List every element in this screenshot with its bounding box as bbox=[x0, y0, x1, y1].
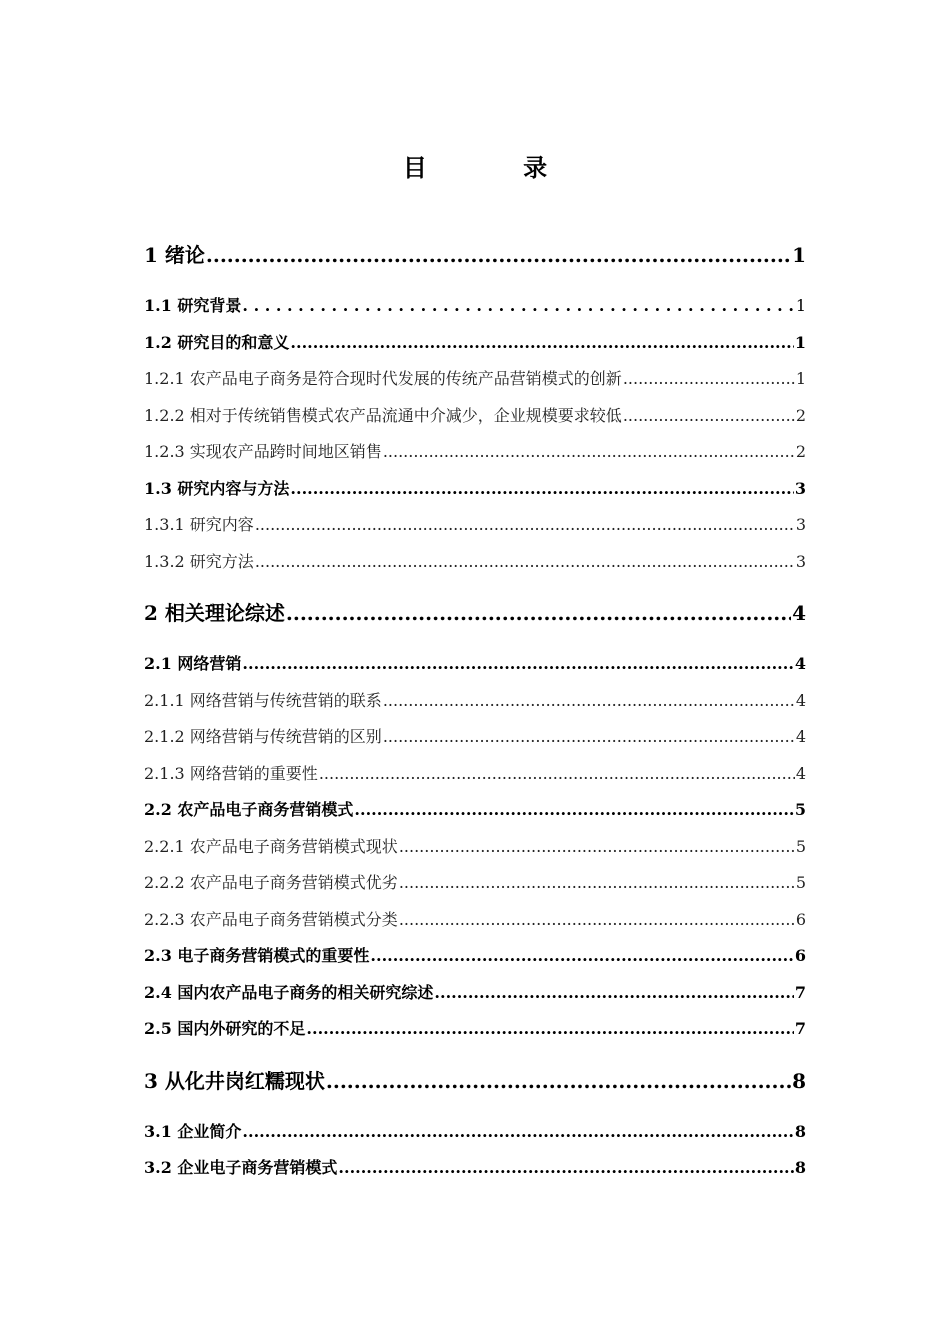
toc-entry-page: 2 bbox=[795, 405, 806, 425]
dot-leader bbox=[399, 865, 795, 902]
toc-entry-page: 6 bbox=[794, 946, 806, 965]
toc-entry-page: 3 bbox=[794, 478, 806, 498]
toc-entry-label: 2.1.2 网络营销与传统营销的区别 bbox=[144, 727, 382, 746]
dot-leader bbox=[623, 398, 795, 435]
table-of-contents bbox=[144, 236, 806, 1187]
dot-leader bbox=[338, 1150, 793, 1187]
toc-entry-3-2[interactable] bbox=[144, 1150, 806, 1187]
toc-entry-3[interactable] bbox=[144, 1062, 806, 1100]
toc-entry-label: 1.3 研究内容与方法 bbox=[144, 478, 290, 498]
toc-entry-page: 7 bbox=[794, 982, 806, 1002]
toc-entry-label: 1.3.2 研究方法 bbox=[144, 551, 254, 571]
toc-entry-label: 2.1 网络营销 bbox=[144, 654, 242, 673]
toc-entry-page: 1 bbox=[792, 243, 806, 267]
dot-leader bbox=[255, 544, 795, 581]
toc-entry-1-3-2[interactable] bbox=[144, 544, 806, 581]
toc-entry-label: 2.2.1 农产品电子商务营销模式现状 bbox=[144, 836, 398, 856]
toc-entry-page: 8 bbox=[794, 1158, 806, 1177]
toc-entry-page: 4 bbox=[794, 654, 806, 673]
toc-entry-page: 7 bbox=[794, 1019, 806, 1038]
toc-entry-page: 2 bbox=[795, 442, 806, 461]
toc-entry-label: 2 相关理论综述 bbox=[144, 601, 285, 625]
toc-entry-label: 2.3 电子商务营销模式的重要性 bbox=[144, 946, 370, 965]
toc-entry-label: 1 绪论 bbox=[144, 243, 205, 267]
dot-leader bbox=[399, 829, 795, 866]
dot-leader bbox=[242, 1114, 793, 1151]
dot-leader bbox=[399, 902, 795, 939]
toc-entry-page: 8 bbox=[794, 1121, 806, 1141]
toc-entry-page: 1 bbox=[795, 296, 806, 315]
toc-entry-page: 6 bbox=[795, 909, 806, 929]
toc-entry-label: 2.2.2 农产品电子商务营销模式优劣 bbox=[144, 873, 398, 892]
dot-leader bbox=[383, 434, 795, 471]
dot-leader bbox=[434, 975, 793, 1012]
toc-entry-page: 3 bbox=[795, 515, 806, 534]
toc-entry-3-1[interactable] bbox=[144, 1114, 806, 1151]
dot-leader bbox=[242, 288, 794, 325]
toc-entry-label: 1.2 研究目的和意义 bbox=[144, 332, 290, 352]
toc-entry-1-1[interactable] bbox=[144, 288, 806, 325]
toc-entry-label: 2.4 国内农产品电子商务的相关研究综述 bbox=[144, 982, 434, 1002]
dot-leader bbox=[290, 325, 793, 362]
toc-entry-2-4[interactable] bbox=[144, 975, 806, 1012]
toc-entry-2-1-2[interactable] bbox=[144, 719, 806, 756]
toc-entry-1-2-3[interactable] bbox=[144, 434, 806, 471]
toc-entry-label: 2.2 农产品电子商务营销模式 bbox=[144, 800, 354, 819]
toc-entry-2-1-3[interactable] bbox=[144, 756, 806, 793]
toc-entry-page: 1 bbox=[795, 369, 806, 388]
dot-leader bbox=[206, 236, 791, 274]
toc-entry-label: 1.1 研究背景 bbox=[144, 296, 242, 315]
toc-title: 目 录 bbox=[402, 153, 592, 182]
toc-entry-label: 3.1 企业简介 bbox=[144, 1121, 242, 1141]
toc-entry-label: 1.2.2 相对于传统销售模式农产品流通中介减少，企业规模要求较低 bbox=[144, 405, 622, 425]
dot-leader bbox=[354, 792, 793, 829]
toc-entry-page: 4 bbox=[792, 601, 806, 625]
dot-leader bbox=[290, 471, 793, 508]
dot-leader bbox=[623, 361, 795, 398]
toc-entry-1-2[interactable] bbox=[144, 325, 806, 362]
toc-entry-2-2-2[interactable] bbox=[144, 865, 806, 902]
toc-entry-label: 2.5 国内外研究的不足 bbox=[144, 1019, 306, 1038]
toc-entry-label: 1.2.1 农产品电子商务是符合现时代发展的传统产品营销模式的创新 bbox=[144, 369, 622, 388]
dot-leader bbox=[319, 756, 795, 793]
dot-leader bbox=[286, 594, 791, 632]
dot-leader bbox=[383, 719, 795, 756]
toc-entry-2-1-1[interactable] bbox=[144, 683, 806, 720]
toc-entry-label: 2.1.3 网络营销的重要性 bbox=[144, 763, 318, 783]
toc-entry-2-2-3[interactable] bbox=[144, 902, 806, 939]
toc-entry-2[interactable] bbox=[144, 594, 806, 632]
toc-entry-label: 2.2.3 农产品电子商务营销模式分类 bbox=[144, 909, 398, 929]
toc-entry-2-3[interactable] bbox=[144, 938, 806, 975]
toc-entry-1-3-1[interactable] bbox=[144, 507, 806, 544]
toc-entry-label: 3.2 企业电子商务营销模式 bbox=[144, 1158, 338, 1177]
dot-leader bbox=[326, 1062, 791, 1100]
toc-entry-page: 4 bbox=[795, 763, 806, 783]
toc-entry-page: 4 bbox=[795, 727, 806, 746]
toc-entry-label: 1.2.3 实现农产品跨时间地区销售 bbox=[144, 442, 382, 461]
toc-entry-page: 5 bbox=[794, 800, 806, 819]
toc-entry-page: 5 bbox=[795, 836, 806, 856]
toc-entry-1-2-2[interactable] bbox=[144, 398, 806, 435]
toc-entry-1[interactable] bbox=[144, 236, 806, 274]
toc-entry-page: 5 bbox=[795, 873, 806, 892]
toc-entry-1-3[interactable] bbox=[144, 471, 806, 508]
dot-leader bbox=[370, 938, 793, 975]
toc-entry-1-2-1[interactable] bbox=[144, 361, 806, 398]
dot-leader bbox=[255, 507, 795, 544]
dot-leader bbox=[383, 683, 795, 720]
toc-entry-page: 4 bbox=[795, 690, 806, 710]
toc-entry-page: 1 bbox=[794, 332, 806, 352]
toc-entry-2-1[interactable] bbox=[144, 646, 806, 683]
toc-entry-2-5[interactable] bbox=[144, 1011, 806, 1048]
toc-entry-page: 3 bbox=[795, 551, 806, 571]
toc-entry-label: 2.1.1 网络营销与传统营销的联系 bbox=[144, 690, 382, 710]
dot-leader bbox=[242, 646, 793, 683]
toc-entry-2-2-1[interactable] bbox=[144, 829, 806, 866]
toc-entry-label: 1.3.1 研究内容 bbox=[144, 515, 254, 534]
toc-entry-page: 8 bbox=[792, 1068, 806, 1093]
toc-entry-2-2[interactable] bbox=[144, 792, 806, 829]
dot-leader bbox=[306, 1011, 793, 1048]
toc-entry-label: 3 从化井岗红糯现状 bbox=[144, 1068, 325, 1093]
